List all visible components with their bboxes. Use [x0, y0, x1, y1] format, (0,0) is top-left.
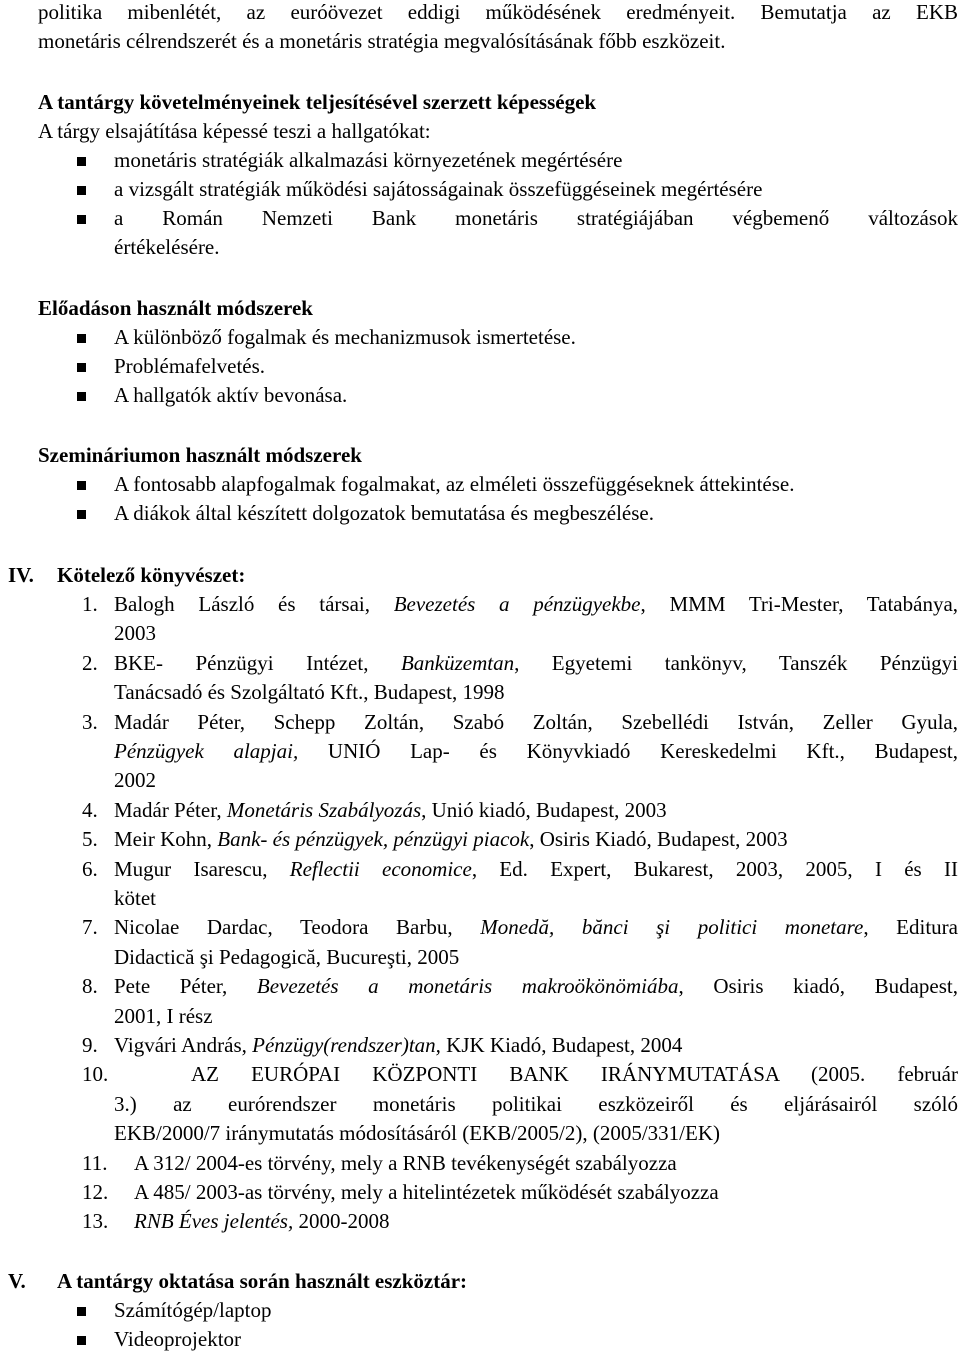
skills-item-1: monetáris stratégiák alkalmazási környezetének megértésére [114, 148, 623, 172]
square-bullet-icon [77, 157, 86, 166]
bibliography-entry-line: Meir Kohn, Bank- és pénzügyek, pénzügyi piacok, Osiris Kiadó, Budapest, 2003 [114, 827, 788, 852]
bibliography-entry-line: kötet [114, 886, 156, 910]
bibliography-entry-line: 2001, I rész [114, 1003, 213, 1028]
bibliography-number: 8. [82, 974, 98, 999]
lecture-method-item-2: Problémafelvetés. [114, 354, 266, 378]
square-bullet-icon [77, 186, 86, 195]
seminar-methods-heading: Szemináriumon használt módszerek [38, 443, 362, 467]
seminar-method-item-1: A fontosabb alapfogalmak fogalmakat, az elméleti összefüggéseknek áttekintése. [114, 472, 795, 496]
bibliography-entry-line: AZ EURÓPAI KÖZPONTI BANK IRÁNYMUTATÁSA (2005. február [191, 1062, 958, 1087]
bibliography-entry-line: A 312/ 2004-es törvény, mely a RNB tevékenységét szabályozza [134, 1150, 677, 1175]
lecture-method-item-3: A hallgatók aktív bevonása. [114, 383, 348, 407]
bibliography-number: 1. [82, 592, 98, 616]
square-bullet-icon [77, 481, 86, 490]
bibliography-number: 3. [82, 709, 98, 734]
tools-item-2: Videoprojektor [114, 1327, 242, 1351]
bibliography-number: 12. [82, 1180, 109, 1204]
seminar-method-item-2: A diákok által készített dolgozatok bemutatása és megbeszélése. [114, 501, 654, 525]
bibliography-entry-line: Vigvári András, Pénzügy(rendszer)tan, KJK Kiadó, Budapest, 2004 [114, 1033, 683, 1057]
square-bullet-icon [77, 392, 86, 401]
skills-heading: A tantárgy követelményeinek teljesítésével szerzett képességek [38, 90, 597, 114]
intro-line-2: monetáris célrendszerét és a monetáris stratégia megvalósításának főbb eszközeit. [38, 29, 726, 53]
lecture-method-item-1: A különböző fogalmak és mechanizmusok ismertetése. [114, 325, 576, 349]
bibliography-roman-numeral: IV. [8, 563, 34, 587]
bibliography-number: 6. [82, 856, 98, 881]
skills-intro: A tárgy elsajátítása képessé teszi a hallgatókat: [38, 119, 431, 143]
square-bullet-icon [77, 334, 86, 343]
bibliography-number: 9. [82, 1033, 98, 1057]
skills-item-3: a Román Nemzeti Bank monetáris stratégiájában végbemenő változások [114, 206, 958, 230]
bibliography-number: 5. [82, 827, 98, 852]
skills-item-3-continued: értékelésére. [114, 235, 220, 259]
bibliography-entry-line: BKE- Pénzügyi Intézet, Banküzemtan, Egyetemi tankönyv, Tanszék Pénzügyi [114, 650, 958, 675]
intro-line-1: politika mibenlétét, az euróövezet eddigi működésének eredményeit. Bemutatja az EKB [38, 0, 958, 24]
bibliography-entry-line: Madár Péter, Schepp Zoltán, Szabó Zoltán, Szebellédi István, Zeller Gyula, [114, 709, 958, 734]
bibliography-entry-line: Tanácsadó és Szolgáltató Kft., Budapest, 1998 [114, 680, 505, 705]
bibliography-number: 13. [82, 1209, 109, 1234]
square-bullet-icon [77, 215, 86, 224]
lecture-methods-heading: Előadáson használt módszerek [38, 296, 313, 320]
bibliography-entry-line: Pete Péter, Bevezetés a monetáris makroökönömiába, Osiris kiadó, Budapest, [114, 974, 959, 999]
bibliography-entry-line: A 485/ 2003-as törvény, mely a hitelintézetek működését szabályozza [134, 1180, 719, 1204]
bibliography-number: 7. [82, 915, 98, 940]
bibliography-entry-line: Balogh László és társai, Bevezetés a pénzügyekbe, MMM Tri-Mester, Tatabánya, [114, 592, 959, 616]
tools-roman-numeral: V. [8, 1269, 26, 1293]
bibliography-entry-line: RNB Éves jelentés, 2000-2008 [134, 1209, 390, 1234]
bibliography-entry-line: 2003 [114, 621, 156, 646]
square-bullet-icon [77, 510, 86, 519]
tools-item-1: Számítógép/laptop [114, 1298, 272, 1322]
bibliography-entry-line: Pénzügyek alapjai, UNIÓ Lap- és Könyvkiadó Kereskedelmi Kft., Budapest, [114, 739, 958, 763]
bibliography-entry-line: 3.) az eurórendszer monetáris politikai eszközeiről és eljárásairól szóló [114, 1091, 958, 1116]
bibliography-entry-line: 2002 [114, 768, 156, 793]
bibliography-entry-line: Nicolae Dardac, Teodora Barbu, Monedă, bănci şi politici monetare, Editura [114, 915, 958, 940]
bibliography-number: 4. [82, 797, 98, 822]
square-bullet-icon [77, 1336, 86, 1345]
square-bullet-icon [77, 1307, 86, 1316]
skills-item-2: a vizsgált stratégiák működési sajátosságainak összefüggéseinek megértésére [114, 177, 763, 201]
tools-heading: A tantárgy oktatása során használt eszköztár: [57, 1269, 468, 1293]
bibliography-number: 2. [82, 650, 98, 675]
bibliography-heading: Kötelező könyvészet: [57, 563, 246, 587]
bibliography-entry-line: Mugur Isarescu, Reflectii economice, Ed. Expert, Bukarest, 2003, 2005, I és II [114, 856, 958, 881]
square-bullet-icon [77, 363, 86, 372]
bibliography-entry-line: EKB/2000/7 iránymutatás módosításáról (EKB/2005/2), (2005/331/EK) [114, 1121, 721, 1146]
bibliography-entry-line: Didactică şi Pedagogică, Bucureşti, 2005 [114, 944, 460, 969]
bibliography-entry-line: Madár Péter, Monetáris Szabályozás, Unió kiadó, Budapest, 2003 [114, 797, 667, 822]
bibliography-number: 11. [82, 1150, 108, 1175]
bibliography-number: 10. [82, 1062, 109, 1087]
